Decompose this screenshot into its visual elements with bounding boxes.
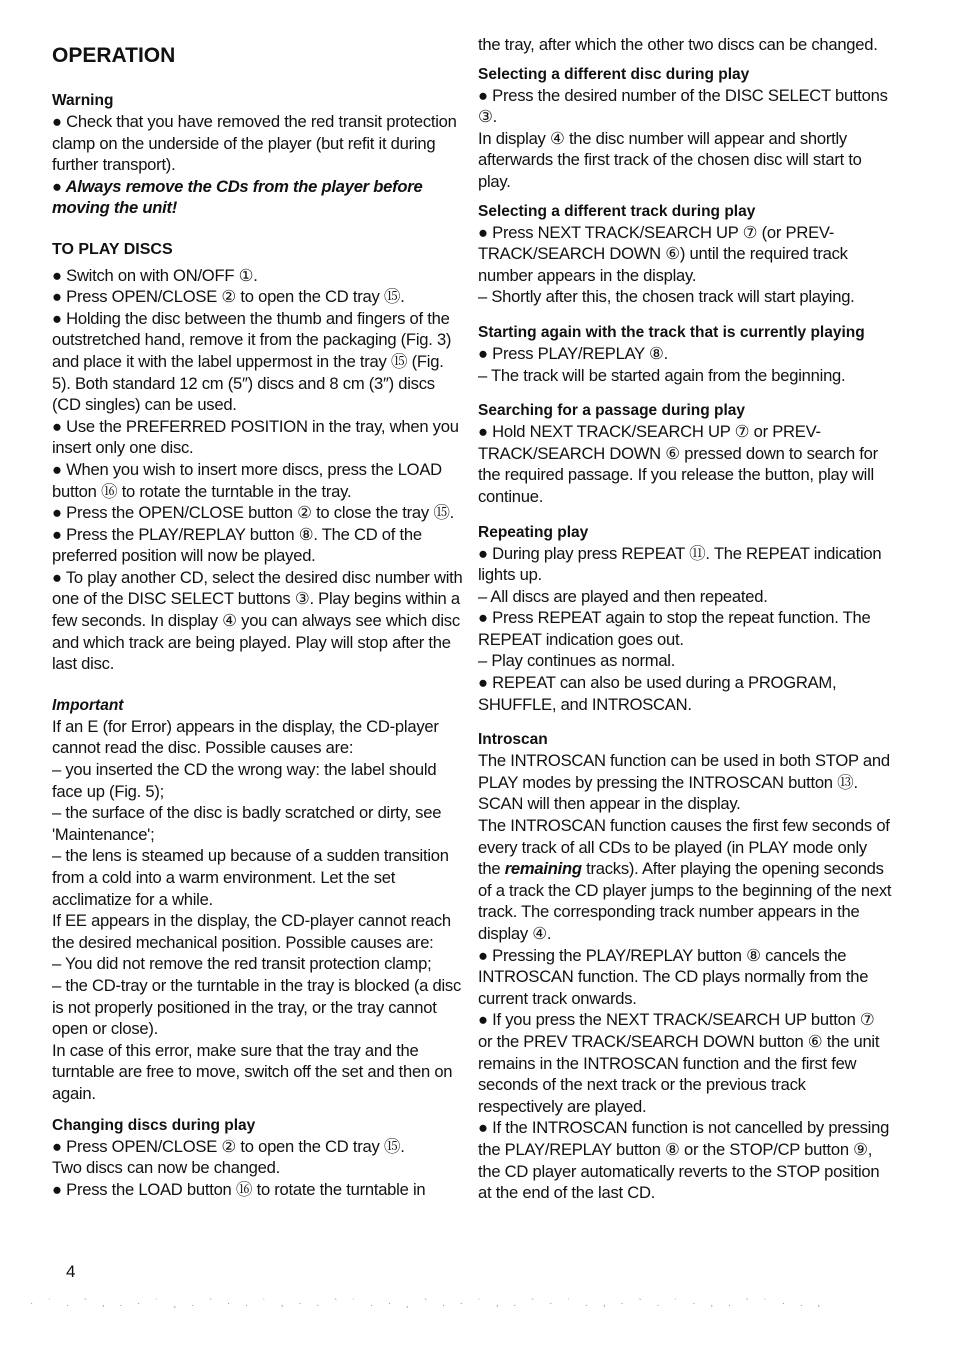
changing-discs-heading: Changing discs during play	[52, 1116, 256, 1134]
introscan-line: ● If the INTROSCAN function is not cancelled by pressing the PLAY/REPLAY button ⑧ or the STOP/CP button ⑨, the CD player automatically reverts to the STOP position at the end of the last CD.	[478, 1118, 890, 1203]
left-column	[52, 34, 466, 1200]
important-line: – the CD-tray or the turntable in the tray is blocked (a disc is not properly positioned in the tray, or the tray cannot open or close).	[52, 975, 462, 1039]
start-again-line: – The track will be started again from the beginning.	[478, 365, 846, 385]
play-item: ● Press OPEN/CLOSE ② to open the CD tray ⑮.	[52, 287, 405, 307]
page-title: OPERATION	[52, 44, 176, 67]
right-column	[478, 34, 892, 1204]
introscan-emphasis: remaining	[504, 859, 582, 879]
select-disc-heading: Selecting a different disc during play	[478, 65, 750, 83]
introscan-text-part: The INTROSCAN function causes the first few seconds of every track of all CDs to be played (in PLAY mode only the	[478, 816, 890, 879]
important-line: If an E (for Error) appears in the display, the CD-player cannot read the disc. Possible causes are:	[52, 716, 439, 758]
select-track-line: – Shortly after this, the chosen track will start playing.	[478, 287, 855, 307]
play-item: ● Switch on with ON/OFF ①.	[52, 265, 258, 285]
introscan-line: ● Pressing the PLAY/REPLAY button ⑧ cancels the INTROSCAN function. The CD plays normally from the current track onwards.	[478, 945, 869, 1008]
select-track-line: ● Press NEXT TRACK/SEARCH UP ⑦ (or PREV-TRACK/SEARCH DOWN ⑥) until the required track number appears in the display.	[478, 222, 848, 285]
start-again-heading: Starting again with the track that is currently playing	[478, 323, 865, 341]
play-item: ● Press the PLAY/REPLAY button ⑧. The CD of the preferred position will now be played.	[52, 524, 422, 566]
to-play-discs-heading: TO PLAY DISCS	[52, 240, 173, 258]
important-line: If EE appears in the display, the CD-player cannot reach the desired mechanical position. Possible causes are:	[52, 911, 451, 952]
repeat-heading: Repeating play	[478, 523, 589, 541]
warning-heading: Warning	[52, 92, 114, 109]
select-disc-line: In display ④ the disc number will appear and shortly afterwards the first track of the chosen disc will start to play.	[478, 128, 862, 191]
changing-line: Two discs can now be changed.	[52, 1158, 280, 1178]
start-again-line: ● Press PLAY/REPLAY ⑧.	[478, 343, 669, 363]
repeat-line: ● During play press REPEAT ⑪. The REPEAT indication lights up.	[478, 543, 882, 585]
important-line: – the lens is steamed up because of a sudden transition from a cold into a warm environment. Let the set acclimatize for a while.	[52, 846, 449, 909]
repeat-line: – All discs are played and then repeated.	[478, 586, 768, 606]
continued-text: the tray, after which the other two discs can be changed.	[478, 35, 878, 54]
repeat-line: – Play continues as normal.	[478, 651, 676, 671]
introscan-line: ● If you press the NEXT TRACK/SEARCH UP button ⑦ or the PREV TRACK/SEARCH DOWN button ⑥ the unit remains in the INTROSCAN function and the first few seconds of the next track or the previous track respectively are played.	[478, 1010, 880, 1116]
important-heading: Important	[52, 696, 124, 714]
scan-noise: · ˙ . ` , . · ˙ ¸ . ` · . ˙ , · . ` ˙ . · ¸ ` . · ˙ , . ` · ˙ . , · ` . ˙ · , . ` ˙ · . ,	[30, 1298, 827, 1309]
play-item: ● Press the OPEN/CLOSE button ② to close the tray ⑮.	[52, 503, 455, 523]
important-line: – the surface of the disc is badly scratched or dirty, see 'Maintenance';	[52, 803, 442, 844]
important-line: – you inserted the CD the wrong way: the label should face up (Fig. 5);	[52, 760, 437, 801]
introscan-text	[478, 815, 892, 945]
warning-emphasis: ● Always remove the CDs from the player before moving the unit!	[52, 176, 423, 218]
warning-text: ● Check that you have removed the red transit protection clamp on the underside of the player (but refit it during further transport).	[52, 112, 457, 175]
important-line: In case of this error, make sure that the tray and the turntable are free to move, switch off the set and then on again.	[52, 1040, 453, 1103]
play-item: ● To play another CD, select the desired disc number with one of the DISC SELECT buttons ③. Play begins within a few seconds. In display ④ you can always see which disc and which track are being played. Play will stop after the last disc.	[52, 567, 463, 674]
introscan-text: The INTROSCAN function can be used in both STOP and PLAY modes by pressing the INTROSCAN button ⑬. SCAN will then appear in the display.	[478, 751, 890, 814]
play-item: ● Holding the disc between the thumb and fingers of the outstretched hand, remove it from the packaging (Fig. 3) and place it with the label uppermost in the tray ⑮ (Fig. 5). Both standard 12 cm (5″) discs and 8 cm (3″) discs (CD singles) can be used.	[52, 308, 452, 415]
important-line: – You did not remove the red transit protection clamp;	[52, 954, 432, 974]
changing-line: ● Press OPEN/CLOSE ② to open the CD tray ⑮.	[52, 1136, 405, 1156]
changing-line: ● Press the LOAD button ⑯ to rotate the turntable in	[52, 1179, 426, 1199]
search-line: ● Hold NEXT TRACK/SEARCH UP ⑦ or PREV-TRACK/SEARCH DOWN ⑥ pressed down to search for the required passage. If you release the button, play will continue.	[478, 422, 878, 506]
select-disc-line: ● Press the desired number of the DISC SELECT buttons ③.	[478, 85, 888, 127]
search-heading: Searching for a passage during play	[478, 402, 746, 420]
introscan-text-part: tracks). After playing the opening seconds of a track the CD player jumps to the beginning of the next track. The corresponding track number appears in the display ④.	[478, 859, 892, 943]
page-number: 4	[66, 1262, 76, 1281]
play-item: ● Use the PREFERRED POSITION in the tray, when you insert only one disc.	[52, 416, 459, 458]
introscan-heading: Introscan	[478, 731, 548, 749]
repeat-line: ● REPEAT can also be used during a PROGRAM, SHUFFLE, and INTROSCAN.	[478, 673, 837, 714]
select-track-heading: Selecting a different track during play	[478, 202, 756, 220]
repeat-line: ● Press REPEAT again to stop the repeat function. The REPEAT indication goes out.	[478, 608, 871, 649]
play-item: ● When you wish to insert more discs, press the LOAD button ⑯ to rotate the turntable in the tray.	[52, 459, 442, 501]
